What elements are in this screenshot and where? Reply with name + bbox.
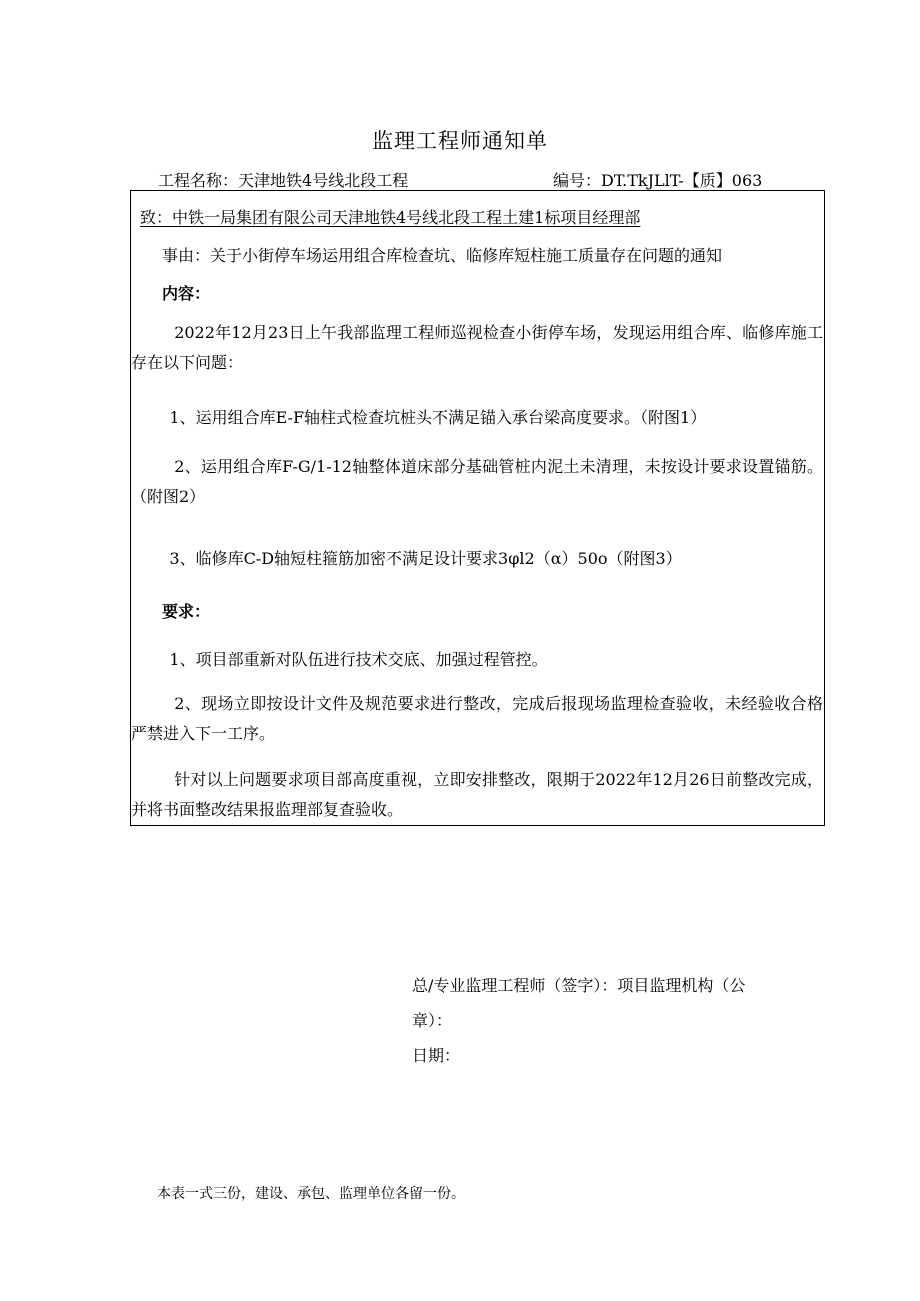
signature-line-continued: 章）：	[412, 1011, 453, 1030]
footer-note: 本表一式三份，建设、承包、监理单位各留一份。	[157, 1186, 465, 1202]
project-name-value: 天津地铁4号线北段工程	[238, 171, 409, 190]
requirement-item-1: 1、项目部重新对队伍进行技术交底、加强过程管控。	[169, 650, 548, 669]
issue-item-3: 3、临修库C-D轴短柱箍筋加密不满足设计要求3φl2（α）50o（附图3）	[169, 549, 682, 568]
recipient-line: 致：中铁一局集团有限公司天津地铁4号线北段工程土建1标项目经理部	[140, 208, 641, 227]
document-code	[553, 168, 762, 191]
requirement-deadline: 针对以上问题要求项目部高度重视，立即安排整改，限期于2022年12月26日前整改完成，并将书面整改结果报监理部复查验收。	[131, 770, 823, 819]
issue-item-1: 1、运用组合库E-F轴柱式检查坑桩头不满足锚入承台梁高度要求。（附图1）	[169, 408, 707, 427]
document-title: 监理工程师通知单	[372, 129, 548, 153]
date-label: 日期：	[412, 1046, 461, 1065]
signature-line: 总/专业监理工程师（签字）：项目监理机构（公	[412, 976, 746, 995]
content-heading: 内容：	[162, 284, 211, 303]
content-intro: 2022年12月23日上午我部监理工程师巡视检查小街停车场，发现运用组合库、临修库施工存在以下问题：	[131, 323, 823, 372]
issue-item-2: 2、运用组合库F-G/1-12轴整体道床部分基础管桩内泥土未清理，未按设计要求设置锚筋。（附图2）	[131, 457, 823, 506]
document-code-value: DT.TkJLlT-【质】063	[601, 171, 763, 190]
subject-line: 事由：关于小街停车场运用组合库检查坑、临修库短柱施工质量存在问题的通知	[162, 246, 723, 265]
project-name-label: 工程名称：	[158, 171, 239, 190]
requirement-item-2: 2、现场立即按设计文件及规范要求进行整改，完成后报现场监理检查验收，未经验收合格严禁进入下一工序。	[131, 694, 823, 743]
requirements-heading: 要求：	[162, 602, 211, 621]
project-name	[158, 168, 408, 191]
document-code-label: 编号：	[553, 171, 602, 190]
